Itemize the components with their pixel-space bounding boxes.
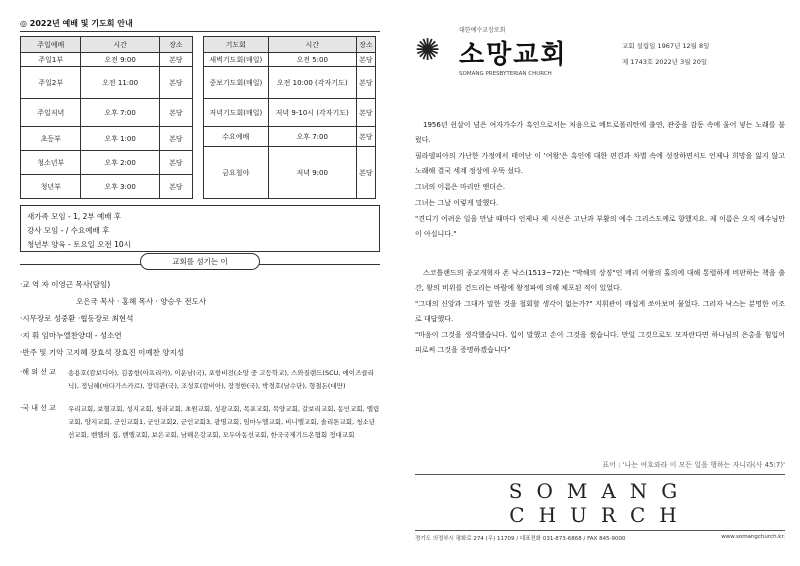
table-cell: 본당 — [159, 175, 192, 199]
footer — [415, 460, 785, 542]
prayer-table — [203, 36, 376, 199]
pastor-line: ·교 역 자 이영근 목사(담임) — [20, 280, 111, 289]
pastors-section — [20, 257, 380, 442]
schedule-title: ◎ 2022년 예배 및 기도회 안내 — [20, 18, 380, 32]
table-cell: 본당 — [159, 67, 192, 99]
article-paragraph: 필라델피아의 가난한 가정에서 태어난 이 '여왕'은 흑인에 대한 편견과 차별 속에 성장하면서도 언제나 희망을 잃지 않고 노래해 결국 세계 정상에 우뚝 섰다. — [415, 152, 785, 175]
table-cell: 오전 5:00 — [268, 53, 356, 67]
article-paragraph: "마음이 그것을 생각했습니다. 입이 말했고 손이 그것을 썼습니다. 만일 그것으로도 모자란다면 하나님의 은총을 힘입어 피로써 그것을 증명하겠습니다" — [415, 331, 785, 354]
table-cell: 본당 — [159, 127, 192, 151]
worship-table — [20, 36, 193, 199]
dove-logo-icon: ✺ — [415, 33, 441, 68]
table-cell: 본당 — [159, 151, 192, 175]
website-link[interactable]: www.somangchurch.kr. — [721, 534, 785, 540]
table-cell: 본당 — [356, 147, 375, 199]
article-paragraph: 그녀는 그날 이렇게 말했다. — [415, 199, 499, 207]
pastor-line: ·시무장로 성중환 ·협동장로 최현석 — [20, 314, 134, 323]
table-header: 시간 — [81, 37, 159, 53]
table-cell: 저녁 9-10시 (각자기도) — [268, 99, 356, 127]
table-row — [21, 53, 193, 67]
church-sub: 대한예수교장로회 — [459, 27, 506, 34]
issue-number: 제 1743호 2022년 3월 20일 — [622, 58, 708, 66]
article-paragraph: "견디기 어려운 일을 만날 때마다 언제나 제 시선은 고난과 부활의 예수 그리스도께로 향했지요. 제 이름은 오직 예수님만이 아십니다." — [415, 215, 785, 238]
address-line — [415, 530, 785, 542]
table-cell: 주일저녁 — [21, 99, 81, 127]
article-paragraph: 그녀의 이름은 마리안 앤더슨. — [415, 183, 506, 191]
overseas-mission — [20, 367, 380, 393]
table-row — [21, 67, 193, 99]
article-2 — [415, 266, 785, 358]
article-1 — [415, 118, 785, 242]
domestic-text: 우리교회, 보혈교회, 성지교회, 청라교회, 초원교회, 성광교회, 목포교회, 목양교회, 갈보리교회, 동인교회, 엘림교회, 양지교회, 군인교회1, 군인교회2, 군인교회3, 광명교회, 임마누엘교회, 비니엘교회, 솔리톤교회, 청소년선교회, 밴엘의 집, 밴엘교회, 보은교회, 남해은강교회, 모두아동선교회, 한국국제기드온협회 정대교회 — [68, 405, 380, 439]
table-cell: 오전 11:00 — [81, 67, 159, 99]
table-row — [204, 53, 376, 67]
article-paragraph: 1956년 쉰살이 넘은 여자가수가 흑인으로서는 처음으로 메트로폴리탄에 출연, 관중을 감동 속에 울어 넣는 노래를 불렀다. — [415, 121, 785, 144]
table-row — [204, 99, 376, 127]
table-cell: 오후 7:00 — [268, 127, 356, 147]
notice-line: 청년부 양육 - 토요일 오전 10시 — [27, 240, 131, 249]
domestic-label: ·국 내 선 교 — [20, 404, 56, 412]
overseas-text: 송용호(캄보디아), 김종항(아프리카), 이운남(국), 포항비전(소망 중 고등학교), 스와질랜드(SCU, 에이즈클리닉), 정님해(마다가스카르), 장덕관(국), 조성호(캄비아), 장경한(국), 박경호(남수단), 형철돈(대만) — [68, 369, 374, 390]
table-row — [204, 67, 376, 99]
pastor-line: 오은국 목사 · 홍혜 목사 · 양승우 전도사 — [76, 297, 207, 306]
table-cell: 본당 — [356, 53, 375, 67]
table-row — [204, 147, 376, 199]
table-cell: 본당 — [159, 53, 192, 67]
table-row — [21, 99, 193, 127]
address: 경기도 의정부시 평화로 274 (우) 11709 / 대표전화 031-873-6868 / FAX 845-9000 — [415, 536, 626, 542]
table-cell: 초등부 — [21, 127, 81, 151]
overseas-label: ·해 외 선 교 — [20, 368, 56, 376]
table-row — [21, 127, 193, 151]
founded-date: 교회 설립일 1967년 12월 8일 — [622, 42, 710, 50]
footer-church-name: SOMANG CHURCH — [508, 479, 692, 527]
table-cell: 오후 7:00 — [81, 99, 159, 127]
table-cell: 중보기도회(매일) — [204, 67, 269, 99]
table-cell: 청소년부 — [21, 151, 81, 175]
right-panel — [415, 18, 785, 359]
table-cell: 수요예배 — [204, 127, 269, 147]
table-row — [204, 127, 376, 147]
table-cell: 본당 — [159, 99, 192, 127]
left-panel — [20, 18, 380, 442]
table-header: 주일예배 — [21, 37, 81, 53]
table-cell: 청년부 — [21, 175, 81, 199]
church-name: 소망교회 — [459, 40, 568, 70]
table-cell: 새벽기도회(매일) — [204, 53, 269, 67]
table-cell: 주일1부 — [21, 53, 81, 67]
notice-line: 새가족 모임 - 1, 2부 예배 후 — [27, 212, 122, 221]
table-header: 기도회 — [204, 37, 269, 53]
table-cell: 오후 1:00 — [81, 127, 159, 151]
pastor-line: ·지 휘 임마누엘찬양대 - 성소연 — [20, 331, 122, 340]
table-cell: 저녁기도회(매일) — [204, 99, 269, 127]
motto: 표어 : '나는 여호와라 이 모든 일을 행하는 자니라(사 45:7)' — [415, 460, 785, 475]
table-cell: 주일2부 — [21, 67, 81, 99]
pastor-line: ·반주 및 기악 고지혜 장효석 장효진 이예찬 양지성 — [20, 348, 184, 357]
issue-info — [622, 38, 709, 70]
table-cell: 저녁 9:00 — [268, 147, 356, 199]
table-cell: 본당 — [356, 127, 375, 147]
notice-line: 강사 모임 - / 수요예배 후 — [27, 226, 110, 235]
table-cell: 본당 — [356, 99, 375, 127]
domestic-mission — [20, 403, 380, 442]
table-cell: 금요철야 — [204, 147, 269, 199]
schedule-tables — [20, 36, 380, 199]
table-cell: 오전 10:00 (각자기도) — [268, 67, 356, 99]
table-row — [21, 175, 193, 199]
pastors-title: 교회를 섬기는 이 — [140, 253, 260, 270]
table-header: 시간 — [268, 37, 356, 53]
article-paragraph: "그대의 신앙과 그대가 말한 것을 철회할 생각이 없는가?" 지휘관이 매섭게 쏘아보며 물었다. 그러자 낙스는 분명한 어조로 대답했다. — [415, 300, 785, 323]
table-cell: 오후 3:00 — [81, 175, 159, 199]
table-cell: 오전 9:00 — [81, 53, 159, 67]
article-paragraph: 스코틀랜드의 종교개혁자 존 낙스(1513~72)는 "박해의 상징"인 메리 여왕의 홀의에 대해 통렬하게 비판하는 책을 출간, 왕의 비위를 건드리는 바람에 왕정파에 의해 체포된 적이 있었다. — [415, 269, 785, 292]
table-row — [21, 151, 193, 175]
table-header: 장소 — [356, 37, 375, 53]
table-header: 장소 — [159, 37, 192, 53]
table-cell: 본당 — [356, 67, 375, 99]
church-en: SOMANG PRESBYTERIAN CHURCH — [459, 71, 552, 77]
church-logo — [415, 18, 785, 84]
table-cell: 오후 2:00 — [81, 151, 159, 175]
notices-box — [20, 205, 380, 252]
